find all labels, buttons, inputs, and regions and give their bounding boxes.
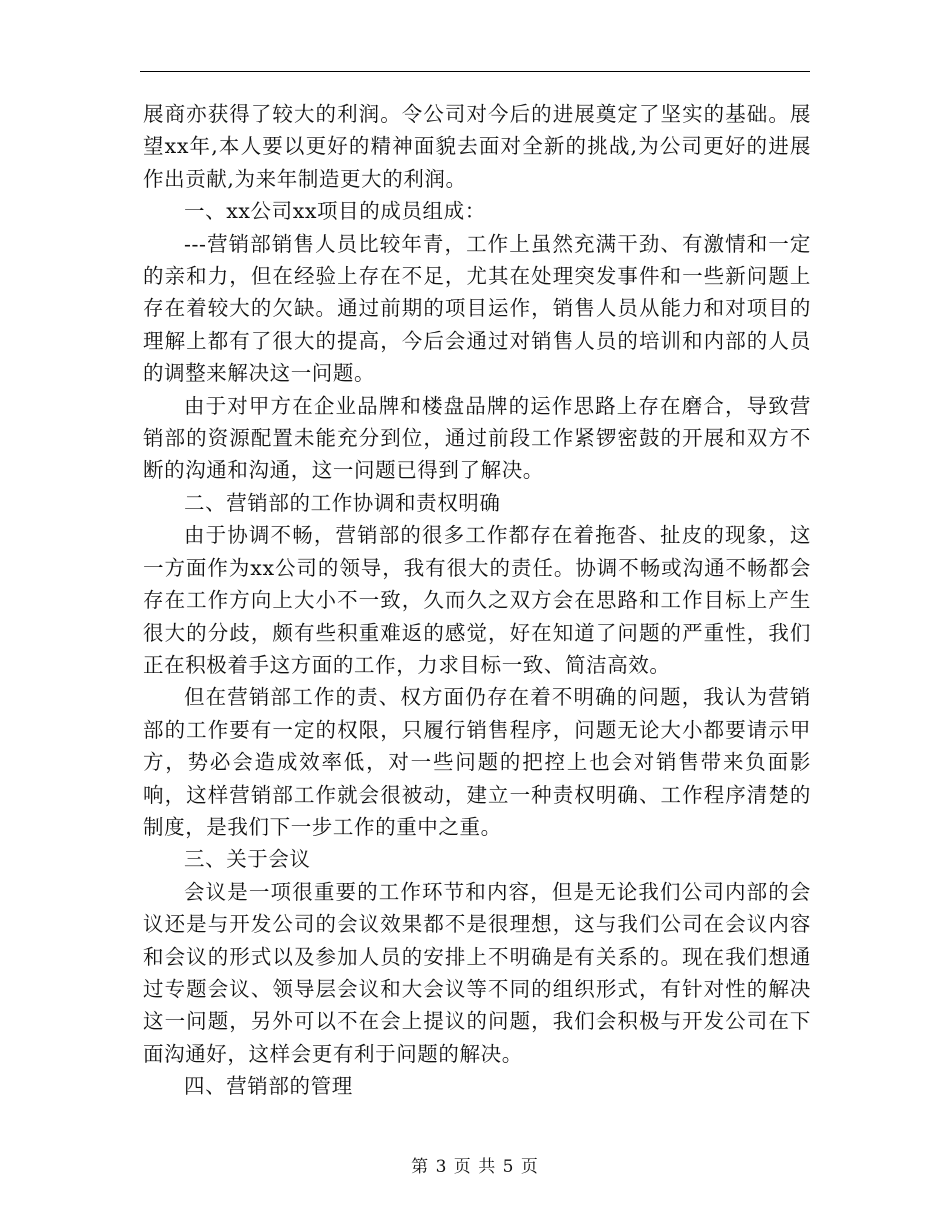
section-heading: 四、营销部的管理 bbox=[184, 1074, 353, 1099]
paragraph: 会议是一项很重要的工作环节和内容，但是无论我们公司内部的会议还是与开发公司的会议效果都不是很理想，这与我们公司在会议内容和会议的形式以及参加人员的安排上不明确是有关系的。现在我们想通过专题会议、领导层会议和大会议等不同的组织形式，有针对性的解决这一问题，另外可以不在会上提议的问题，我们会积极与开发公司在下面沟通好，这样会更有利于问题的解决。 bbox=[143, 879, 811, 1066]
section-heading: 二、营销部的工作协调和责权明确 bbox=[184, 490, 501, 515]
paragraph: 由于协调不畅，营销部的很多工作都存在着拖沓、扯皮的现象，这一方面作为xx公司的领导，我有很大的责任。协调不畅或沟通不畅都会存在工作方向上大小不一致，久而久之双方会在思路和工作目标上产生很大的分歧，颇有些积重难返的感觉，好在知道了问题的严重性，我们正在积极着手这方面的工作，力求目标一致、简洁高效。 bbox=[143, 523, 811, 677]
paragraph: ---营销部销售人员比较年青，工作上虽然充满干劲、有激情和一定的亲和力，但在经验上存在不足，尤其在处理突发事件和一些新问题上存在着较大的欠缺。通过前期的项目运作，销售人员从能力和对项目的理解上都有了很大的提高，今后会通过对销售人员的培训和内部的人员的调整来解决这一问题。 bbox=[143, 231, 811, 386]
document-body bbox=[143, 98, 811, 1103]
section-heading: 一、xx公司xx项目的成员组成： bbox=[184, 199, 486, 224]
section-heading: 三、关于会议 bbox=[184, 847, 311, 872]
paragraph: 由于对甲方在企业品牌和楼盘品牌的运作思路上存在磨合，导致营销部的资源配置未能充分到位，通过前段工作紧锣密鼓的开展和双方不断的沟通和沟通，这一问题已得到了解决。 bbox=[143, 393, 811, 483]
page-footer bbox=[0, 1152, 950, 1177]
paragraph: 展商亦获得了较大的利润。令公司对今后的进展奠定了坚实的基础。展望xx年,本人要以更好的精神面貌去面对全新的挑战,为公司更好的进展作出贡献,为来年制造更大的利润。 bbox=[143, 102, 811, 191]
paragraph: 但在营销部工作的责、权方面仍存在着不明确的问题，我认为营销部的工作要有一定的权限，只履行销售程序，问题无论大小都要请示甲方，势必会造成效率低，对一些问题的把控上也会对销售带来负面影响，这样营销部工作就会很被动，建立一种责权明确、工作程序清楚的制度，是我们下一步工作的重中之重。 bbox=[143, 685, 811, 839]
header-rule bbox=[140, 71, 810, 72]
page-number: 第 3 页 共 5 页 bbox=[411, 1157, 539, 1177]
